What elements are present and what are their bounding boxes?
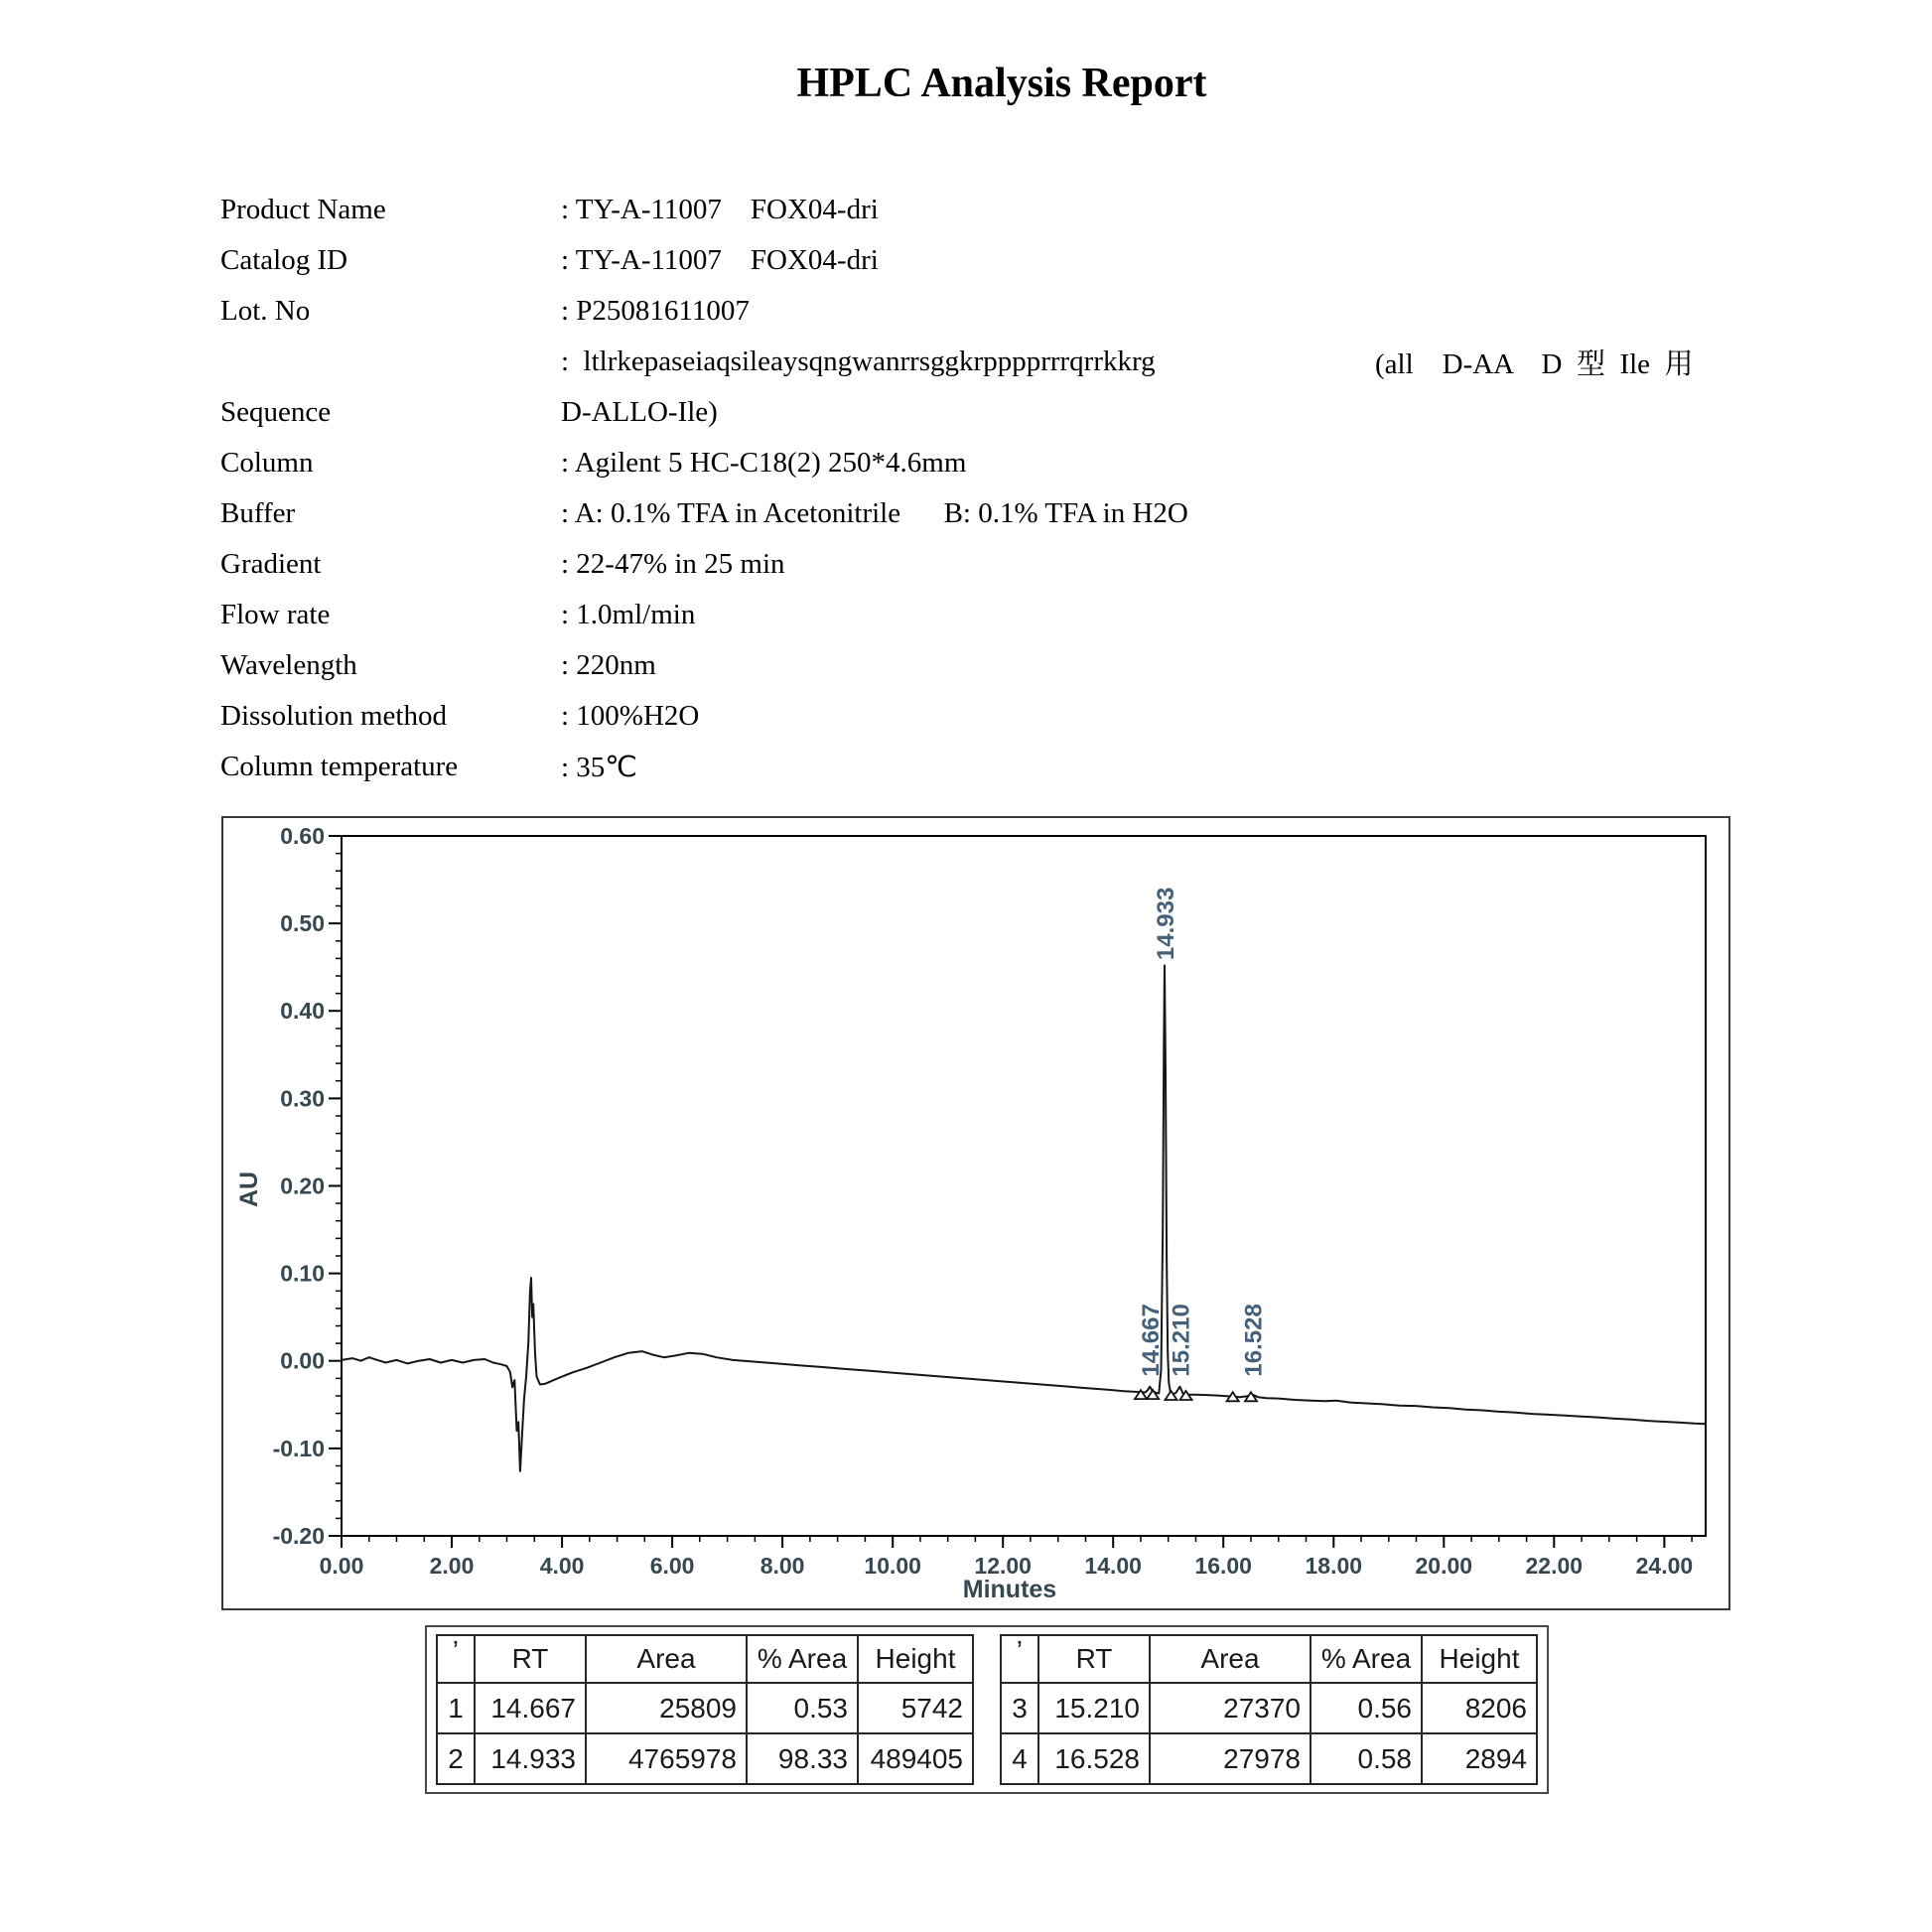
metadata-row (220, 337, 1888, 387)
metadata-row (220, 640, 1888, 691)
metadata-row (220, 438, 1888, 488)
metadata-label: Column (220, 447, 314, 479)
column-header: % Area (747, 1635, 858, 1683)
y-tick-label: 0.10 (280, 1260, 325, 1287)
chromatogram-chart (223, 818, 1728, 1608)
peak-value-cell: 0.58 (1311, 1733, 1422, 1784)
metadata-row (220, 590, 1888, 640)
metadata-label: Gradient (220, 548, 322, 580)
metadata-value: : 220nm (561, 649, 656, 681)
peak-value-cell: 489405 (858, 1733, 973, 1784)
peak-value-cell: 98.33 (747, 1733, 858, 1784)
x-tick-label: 20.00 (1415, 1553, 1473, 1579)
metadata-value: : 1.0ml/min (561, 599, 696, 630)
y-tick-label: 0.30 (280, 1085, 325, 1112)
x-tick-label: 2.00 (429, 1553, 475, 1579)
peak-index-cell: 4 (1001, 1733, 1038, 1784)
integration-marker-icon (1147, 1390, 1159, 1399)
metadata-value: : P25081611007 (561, 295, 750, 327)
column-header: Height (1422, 1635, 1537, 1683)
y-tick-label: 0.50 (280, 910, 325, 937)
metadata-row (220, 742, 1888, 792)
metadata-label: Catalog ID (220, 244, 348, 276)
peak-table-right (1000, 1634, 1538, 1785)
x-tick-label: 12.00 (974, 1553, 1032, 1579)
table-row (1001, 1733, 1537, 1784)
metadata-label: Sequence (220, 396, 332, 428)
column-header: Area (1150, 1635, 1311, 1683)
x-axis-title: Minutes (962, 1576, 1057, 1603)
peak-index-cell: 2 (437, 1733, 475, 1784)
metadata-row (220, 235, 1888, 286)
x-tick-label: 18.00 (1305, 1553, 1363, 1579)
metadata-row (220, 539, 1888, 590)
x-tick-label: 16.00 (1194, 1553, 1252, 1579)
peak-value-cell: 8206 (1422, 1683, 1537, 1733)
column-header: RT (1038, 1635, 1150, 1683)
peak-value-cell: 27978 (1150, 1733, 1311, 1784)
metadata-label: Buffer (220, 497, 296, 529)
x-tick-label: 8.00 (759, 1553, 805, 1579)
y-axis-title: AU (235, 1171, 263, 1208)
x-tick-label: 24.00 (1635, 1553, 1694, 1579)
page-title: HPLC Analysis Report (796, 61, 1207, 106)
metadata-value-note: (all D-AA D 型 Ile 用 (1375, 348, 1694, 380)
index-column-header: ʼ (1001, 1635, 1038, 1683)
metadata-row (220, 185, 1888, 235)
peak-value-cell: 27370 (1150, 1683, 1311, 1733)
metadata-label: Column temperature (220, 751, 459, 782)
metadata-value: : 100%H2O (561, 700, 700, 732)
metadata-label: Wavelength (220, 649, 357, 681)
x-tick-label: 6.00 (649, 1553, 695, 1579)
table-header-row (1001, 1635, 1537, 1683)
metadata-value: : ltlrkepaseiaqsileaysqngwanrrsggkrpppprrrqrrkkrg (561, 345, 1156, 377)
metadata-row (220, 488, 1888, 539)
metadata-label: Flow rate (220, 599, 331, 630)
x-tick-label: 14.00 (1084, 1553, 1142, 1579)
y-tick-label: -0.10 (272, 1435, 325, 1461)
peak-rt-label: 14.933 (1153, 887, 1179, 961)
x-tick-label: 10.00 (864, 1553, 921, 1579)
peak-tables-panel (425, 1625, 1549, 1794)
index-column-header: ʼ (437, 1635, 475, 1683)
peak-rt-label: 16.528 (1240, 1304, 1268, 1377)
peak-index-cell: 3 (1001, 1683, 1038, 1733)
y-tick-label: 0.00 (280, 1347, 325, 1374)
peak-value-cell: 4765978 (586, 1733, 747, 1784)
peak-value-cell: 0.53 (747, 1683, 858, 1733)
peak-rt-label: 15.210 (1168, 1304, 1195, 1377)
table-header-row (437, 1635, 973, 1683)
metadata-label: Dissolution method (220, 700, 447, 732)
y-tick-label: 0.40 (280, 998, 325, 1025)
metadata-value: : TY-A-11007 FOX04-dri (561, 244, 879, 276)
column-header: Height (858, 1635, 973, 1683)
table-row (437, 1683, 973, 1733)
peak-value-cell: 5742 (858, 1683, 973, 1733)
x-tick-label: 4.00 (539, 1553, 585, 1579)
metadata-value: : TY-A-11007 FOX04-dri (561, 194, 879, 225)
metadata-value: : Agilent 5 HC-C18(2) 250*4.6mm (561, 447, 967, 479)
metadata-label: Lot. No (220, 295, 311, 327)
chromatogram-trace (342, 965, 1706, 1470)
x-tick-label: 22.00 (1525, 1553, 1584, 1579)
table-row (1001, 1683, 1537, 1733)
peak-value-cell: 0.56 (1311, 1683, 1422, 1733)
metadata-value: : 22-47% in 25 min (561, 548, 785, 580)
metadata-value: : A: 0.1% TFA in Acetonitrile B: 0.1% TFA in H2O (561, 497, 1188, 529)
peak-value-cell: 25809 (586, 1683, 747, 1733)
metadata-value: : 35℃ (561, 752, 637, 783)
metadata-row (220, 286, 1888, 337)
column-header: % Area (1311, 1635, 1422, 1683)
column-header: Area (586, 1635, 747, 1683)
metadata-row (220, 387, 1888, 438)
x-tick-label: 0.00 (319, 1553, 364, 1579)
y-tick-label: 0.60 (280, 823, 325, 849)
metadata-value: D-ALLO-Ile) (561, 396, 718, 428)
peak-rt-label: 14.667 (1138, 1304, 1166, 1377)
peak-value-cell: 14.667 (475, 1683, 586, 1733)
y-tick-label: 0.20 (280, 1173, 325, 1199)
column-header: RT (475, 1635, 586, 1683)
peak-index-cell: 1 (437, 1683, 475, 1733)
metadata-row (220, 691, 1888, 742)
peak-table-left (436, 1634, 974, 1785)
table-row (437, 1733, 973, 1784)
peak-value-cell: 16.528 (1038, 1733, 1150, 1784)
y-tick-label: -0.20 (272, 1523, 325, 1549)
peak-value-cell: 2894 (1422, 1733, 1537, 1784)
peak-value-cell: 15.210 (1038, 1683, 1150, 1733)
metadata-label: Product Name (220, 194, 386, 225)
peak-value-cell: 14.933 (475, 1733, 586, 1784)
plot-frame (342, 836, 1706, 1536)
chromatogram-panel (221, 816, 1730, 1610)
metadata-list (220, 185, 1888, 792)
